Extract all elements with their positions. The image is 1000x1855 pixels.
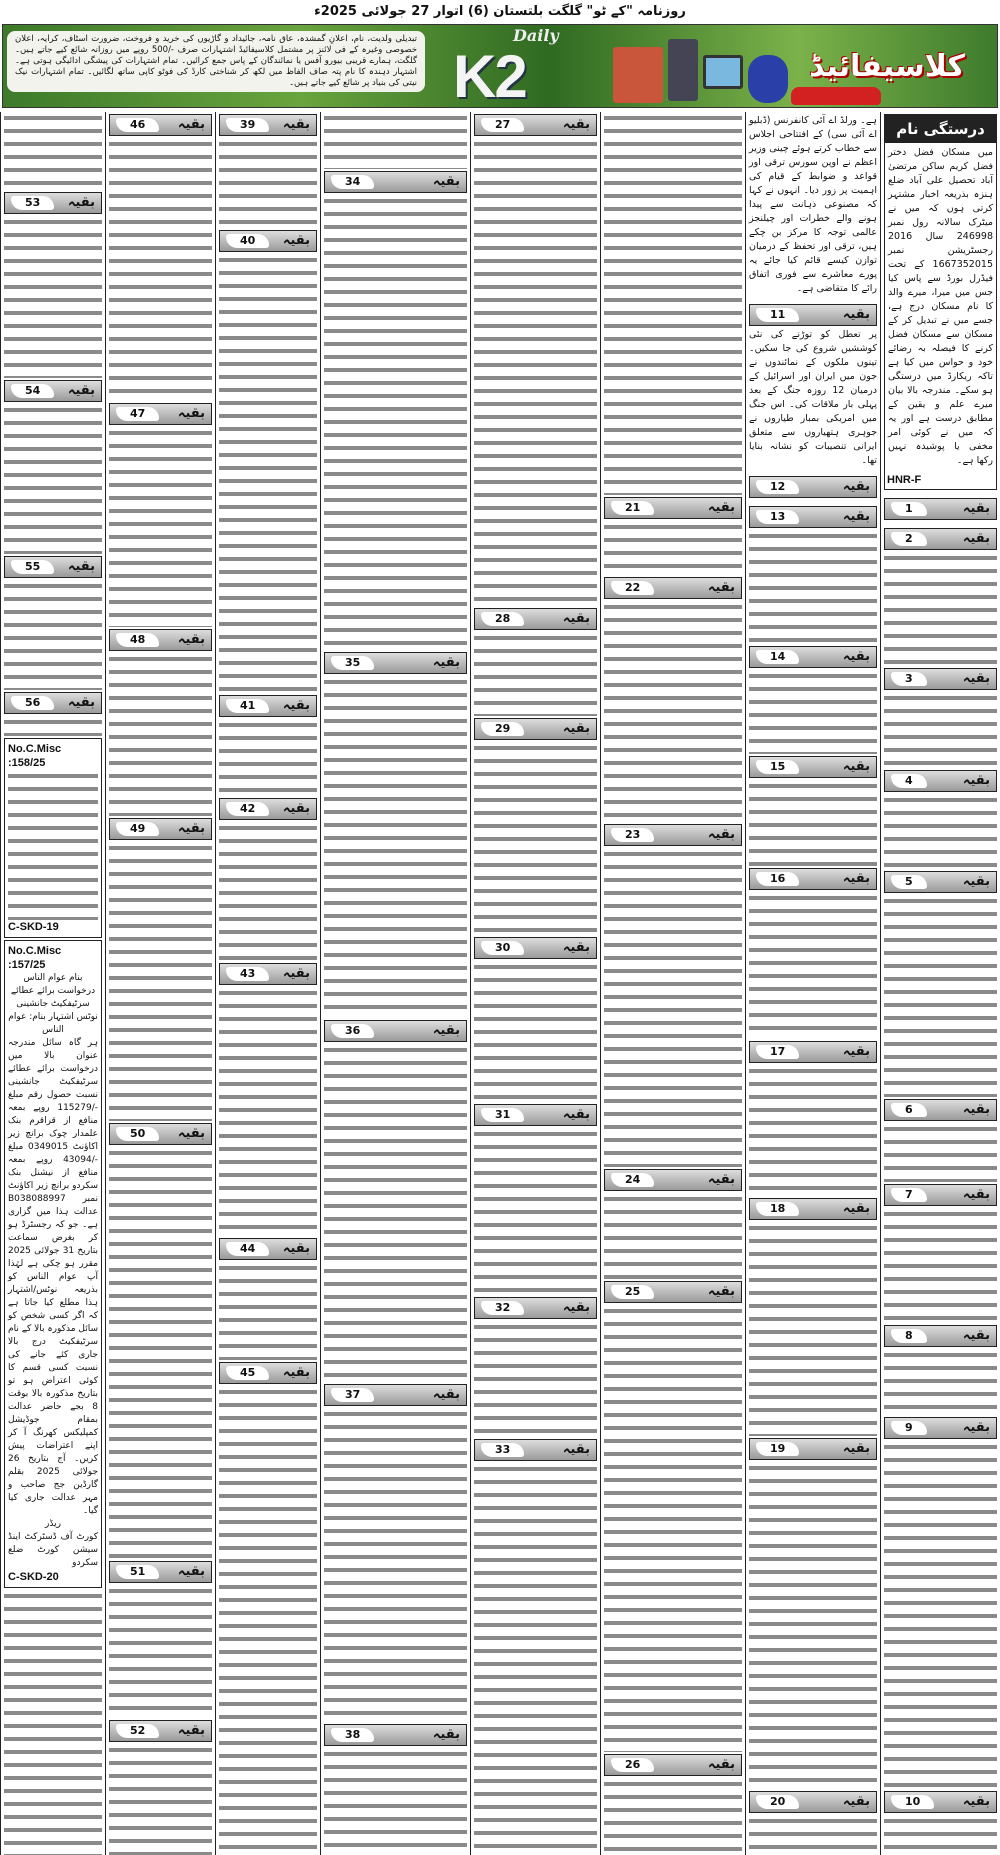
article-text <box>749 470 877 474</box>
continued-header <box>604 1754 742 1776</box>
k2-logo <box>433 26 603 110</box>
notice-code: HNR-F <box>887 474 922 486</box>
article-paragraph: ہے۔ ورلڈ اے آئی کانفرنس (ڈبلیو اے آئی سی) کے افتتاحی اجلاس سے خطاب کرتے ہوئے چینی وزیر اعظم نے اوپن سورس ترقی اور قواعد و ضوابط کے قیام کی اہمیت پر زور دیا۔ انہوں نے کہا کہ مصنوعی ذہانت سے پیدا ہونے والے خطرات اور چیلنجز عالمی توجہ کا مرکز بن چکے ہیں، ترقی اور تحفظ کے درمیان توازن کیسے قائم کیا جائے یہ پورے معاشرے سے فوری اتفاق رائے کا متقاضی ہے۔ <box>749 115 877 294</box>
article-text <box>109 1744 212 1855</box>
continued-header <box>604 577 742 599</box>
notice-code: C-SKD-19 <box>8 921 59 933</box>
continued-number: 6 <box>891 1103 927 1117</box>
continued-label: بقیہ <box>962 874 990 889</box>
notice-code: C-SKD-20 <box>8 1571 59 1583</box>
continued-label: بقیہ <box>962 1420 990 1435</box>
continued-label: بقیہ <box>177 406 205 421</box>
continued-number: 17 <box>756 1045 799 1059</box>
continued-number: 32 <box>481 1301 524 1315</box>
continued-label: بقیہ <box>282 966 310 981</box>
continued-number: 2 <box>891 532 927 546</box>
article-text <box>474 632 597 716</box>
continued-number: 45 <box>226 1366 269 1380</box>
article-text <box>604 1305 742 1752</box>
continued-header <box>884 1325 997 1347</box>
continued-number: 5 <box>891 875 927 889</box>
legal-notice <box>4 738 102 938</box>
continued-number: 8 <box>891 1329 927 1343</box>
continued-label: بقیہ <box>562 1300 590 1315</box>
column-2 <box>745 112 880 1855</box>
continued-header <box>604 824 742 846</box>
continued-number: 55 <box>11 560 54 574</box>
continued-header <box>749 1438 877 1460</box>
continued-number: 9 <box>891 1421 927 1435</box>
continued-label: بقیہ <box>562 721 590 736</box>
article-text <box>884 692 997 768</box>
article-text <box>884 492 997 496</box>
article-text <box>474 1128 597 1295</box>
continued-header <box>109 1561 212 1583</box>
continued-number: 53 <box>11 196 54 210</box>
continued-label: بقیہ <box>282 1241 310 1256</box>
house-icon <box>613 47 663 103</box>
banner-notice: تبدیلی ولدیت، نام، اعلانِ گمشدہ، عاق نامہ، جائیداد و گاڑیوں کی خرید و فروخت، ضرورت اسٹاف، کرایہ، اعلان خصوصی وغیرہ کے فی لائنز پر مشتمل کلاسیفائیڈ اشتہارات صرف -/500 روپے میں روزانہ شائع کیے جاتے ہیں۔ گلگت، ہمارے قریبی بیورو آفس یا نمائندگان کے پاس جمع کرائیں۔ تمام اشتہارات کی پیشگی ادائیگی ہوتی ہے۔ اشتہار دہندہ کا نام پتہ صاف الفاظ میں لکھ کر شناختی کارڈ کی فوٹو کاپی ساتھ لگائیں۔ تمام اشتہارات نیک نیتی کی بنیاد پر شائع کیے جاتے ہیں۔ <box>7 31 425 92</box>
article-text <box>219 719 317 796</box>
continued-header <box>109 818 212 840</box>
continued-label: بقیہ <box>962 1102 990 1117</box>
continued-header <box>884 1099 997 1121</box>
notice-court: کورٹ آف ڈسٹرکٹ اینڈ سیشن کورٹ ضلع سکردو <box>8 1532 98 1568</box>
continued-number: 26 <box>611 1758 654 1772</box>
continued-header <box>219 114 317 136</box>
continued-label: بقیہ <box>177 632 205 647</box>
article-text <box>474 1463 597 1855</box>
classified-title: کلاسیفائیڈ <box>809 49 965 84</box>
continued-label: بقیہ <box>842 1441 870 1456</box>
continued-header <box>884 871 997 893</box>
continued-number: 31 <box>481 1108 524 1122</box>
logo-name: K2 <box>453 43 526 110</box>
continued-label: بقیہ <box>962 1794 990 1809</box>
continued-number: 12 <box>756 480 799 494</box>
continued-number: 54 <box>11 384 54 398</box>
continued-header <box>884 1184 997 1206</box>
continued-number: 1 <box>891 502 927 516</box>
continued-header <box>884 668 997 690</box>
continued-header <box>749 1791 877 1813</box>
continued-number: 30 <box>481 941 524 955</box>
continued-label: بقیہ <box>562 1107 590 1122</box>
notice-body: ہر گاہ سائل مندرجہ عنوان بالا میں درخواست برائے عطائے سرٹیفکیٹ جانشینی نسبت حصول رقم مبلغ -/115279 روپے بمعہ منافع از قراقرم بنک علمدار چوک برانچ زیر اکاؤنٹ 0349015 مبلغ -/43094 روپے بمعہ منافع از نیشنل بنک سکردو برانچ زیر اکاؤنٹ نمبر B038088997 عدالت ہذا میں گزاری ہے۔ جو کہ رجسٹرڈ ہو کر بغرض سماعت بتاریخ 31 جولائی 2025 مقرر ہو چکی ہے لہٰذا آپ عوام الناس کو بذریعہ نوٹس/اشتہار ہذا مطلع کیا جاتا ہے کہ اگر کسی شخص کو سائل مذکورہ بالا کے نام سرٹیفکیٹ درج بالا جاری کئے جانے کی نسبت کسی قسم کا کوئی اعتراض ہو تو بتاریخ مذکورہ بالا بوقت 8 بجے حاضر عدالت بمقام جوڈیشل کمپلیکس کھرنگ آ کر اپنے اعتراضات پیش کریں۔ آج بتاریخ 26 جولائی 2025 بقلم گارڈین جج صاحب و مہر عدالت جاری کیا گیا۔ <box>8 1038 99 1516</box>
continued-label: بقیہ <box>962 1328 990 1343</box>
continued-number: 36 <box>331 1024 374 1038</box>
article-text <box>749 1462 877 1789</box>
continued-header <box>749 476 877 498</box>
continued-label: بقیہ <box>707 827 735 842</box>
continued-number: 37 <box>331 1388 374 1402</box>
continued-header <box>324 171 467 193</box>
car-icon <box>791 87 881 105</box>
article-text <box>4 404 102 554</box>
continued-number: 29 <box>481 722 524 736</box>
continued-header <box>604 1169 742 1191</box>
continued-label: بقیہ <box>842 1794 870 1809</box>
continued-label: بقیہ <box>282 233 310 248</box>
continued-label: بقیہ <box>282 698 310 713</box>
article-text <box>749 530 877 644</box>
continued-label: بقیہ <box>177 117 205 132</box>
notice-signer: ریڈر <box>45 1519 61 1529</box>
continued-header <box>474 1297 597 1319</box>
continued-label: بقیہ <box>177 821 205 836</box>
continued-label: بقیہ <box>962 773 990 788</box>
article-text <box>884 794 997 869</box>
column-3 <box>600 112 745 1855</box>
article-text <box>324 1748 467 1855</box>
article-text <box>749 1815 877 1855</box>
article-text <box>219 138 317 228</box>
continued-number: 44 <box>226 1242 269 1256</box>
continued-number: 46 <box>116 118 159 132</box>
article-text <box>324 112 467 169</box>
column-1 <box>880 112 1000 1855</box>
continued-header <box>219 1238 317 1260</box>
column-8 <box>0 112 105 1855</box>
continued-label: بقیہ <box>842 759 870 774</box>
article-text <box>749 780 877 866</box>
continued-number: 28 <box>481 612 524 626</box>
continued-number: 4 <box>891 774 927 788</box>
continued-label: بقیہ <box>842 871 870 886</box>
continued-header <box>4 380 102 402</box>
continued-number: 19 <box>756 1442 799 1456</box>
continued-number: 23 <box>611 828 654 842</box>
article-text <box>4 716 102 736</box>
article-text <box>604 601 742 822</box>
continued-label: بقیہ <box>282 1365 310 1380</box>
article-text <box>749 298 877 302</box>
continued-header <box>749 868 877 890</box>
continued-label: بقیہ <box>432 655 460 670</box>
continued-label: بقیہ <box>842 307 870 322</box>
article-text <box>324 1044 467 1382</box>
legal-notice <box>4 940 102 1588</box>
continued-header <box>474 1104 597 1126</box>
continued-number: 18 <box>756 1202 799 1216</box>
column-5 <box>320 112 470 1855</box>
article-text <box>324 195 467 650</box>
article-text <box>749 1222 877 1436</box>
article-text <box>884 1123 997 1182</box>
continued-header <box>4 556 102 578</box>
article-text <box>109 1585 212 1718</box>
continued-label: بقیہ <box>562 940 590 955</box>
article-text <box>4 1590 102 1855</box>
article-text <box>219 1262 317 1360</box>
notice-heading: بنام عوام الناس <box>23 973 83 983</box>
continued-header <box>324 1724 467 1746</box>
notice-text-lines <box>8 770 98 920</box>
continued-label: بقیہ <box>962 501 990 516</box>
continued-header <box>4 692 102 714</box>
continued-label: بقیہ <box>67 383 95 398</box>
continued-number: 51 <box>116 1565 159 1579</box>
article-text <box>109 427 212 627</box>
article-text <box>219 987 317 1236</box>
continued-label: بقیہ <box>842 1044 870 1059</box>
monitor-icon <box>703 55 743 89</box>
column-6 <box>215 112 320 1855</box>
article-text <box>749 1065 877 1196</box>
continued-label: بقیہ <box>432 1023 460 1038</box>
continued-label: بقیہ <box>842 509 870 524</box>
continued-header <box>109 403 212 425</box>
continued-header <box>884 770 997 792</box>
continued-label: بقیہ <box>707 500 735 515</box>
continued-header <box>749 304 877 326</box>
continued-label: بقیہ <box>962 671 990 686</box>
continued-number: 48 <box>116 633 159 647</box>
article-text <box>474 742 597 935</box>
continued-number: 47 <box>116 407 159 421</box>
continued-label: بقیہ <box>707 1172 735 1187</box>
continued-header <box>884 528 997 550</box>
article-text <box>884 1441 997 1789</box>
continued-label: بقیہ <box>67 695 95 710</box>
continued-header <box>324 1020 467 1042</box>
continued-number: 50 <box>116 1127 159 1141</box>
continued-label: بقیہ <box>67 559 95 574</box>
continued-label: بقیہ <box>962 1187 990 1202</box>
continued-number: 56 <box>11 696 54 710</box>
column-7 <box>105 112 215 1855</box>
notice-title: درستگی نام <box>885 115 996 143</box>
article-text <box>604 1778 742 1855</box>
logo-daily: Daily <box>513 26 559 45</box>
article-text <box>884 522 997 526</box>
continued-header <box>474 114 597 136</box>
article-text <box>219 254 317 693</box>
article-text <box>324 1408 467 1722</box>
article-text <box>474 961 597 1102</box>
continued-label: بقیہ <box>842 479 870 494</box>
continued-number: 40 <box>226 234 269 248</box>
continued-header <box>109 1123 212 1145</box>
continued-number: 25 <box>611 1285 654 1299</box>
continued-number: 34 <box>331 175 374 189</box>
continued-label: بقیہ <box>282 801 310 816</box>
continued-number: 38 <box>331 1728 374 1742</box>
continued-header <box>219 798 317 820</box>
article-text <box>474 138 597 606</box>
notice-body: میں مسکان فضل دختر فضل کریم ساکن مرتضیٰ آباد تحصیل علی آباد ضلع ہنزہ بذریعہ اخبار مشتہر کرتی ہوں کہ میں نے میٹرک سالانہ رول نمبر 246998 سال 2016 رجسٹریشن نمبر 1667352015 کے تحت فیڈرل بورڈ سے پاس کیا جس میں میرا، میرے والد کا نام مسکان درج ہے، جسے میں نے تبدیل کر کے مسکان سے مسکان فضل کرنے کا فیصلہ بہ رضائے خود و حواس میں کیا ہے تاکہ ریکارڈ میں درستگی ہو سکے۔ مندرجہ بالا بیان میرے علم و یقین کے مطابق درست ہے اور یہ کہ میں نے کوئی امر مخفی یا پوشیدہ نہیں رکھا ہے۔ <box>888 147 993 466</box>
motorbike-icon <box>748 55 788 103</box>
article-text <box>109 138 212 401</box>
column-4 <box>470 112 600 1855</box>
computer-icon <box>668 39 698 101</box>
article-paragraph: پر تعطل کو توڑنے کی نئی کوششیں شروع کی جا سکیں۔ تینوں ملکوں کے نمائندوں نے جون میں ایران اور اسرائیل کے درمیان 12 روزہ جنگ کے بعد پہلی بار ملاقات کی۔ اس جنگ میں امریکی بمبار طیاروں نے جوہری ہتھیاروں سے متعلق ایرانی تنصیبات کو نشانہ بنایا تھا۔ <box>749 329 878 466</box>
article-text <box>884 895 997 1097</box>
article-text <box>219 1386 317 1855</box>
article-text <box>219 822 317 961</box>
case-number: No.C.Misc :158/25 <box>8 743 62 769</box>
case-number: No.C.Misc :157/25 <box>8 945 62 971</box>
continued-header <box>219 1362 317 1384</box>
continued-header <box>604 497 742 519</box>
continued-number: 11 <box>756 308 799 322</box>
continued-label: بقیہ <box>562 117 590 132</box>
article-text <box>884 552 997 666</box>
continued-label: بقیہ <box>707 580 735 595</box>
continued-header <box>884 1791 997 1813</box>
article-text <box>604 112 742 495</box>
notice-heading: نوٹس اشتہار بنام: عوام الناس <box>8 1012 98 1035</box>
continued-number: 7 <box>891 1188 927 1202</box>
article-text <box>4 112 102 190</box>
continued-number: 49 <box>116 822 159 836</box>
classified-banner <box>2 24 998 108</box>
article-text <box>604 521 742 575</box>
name-correction-notice <box>884 114 997 490</box>
continued-label: بقیہ <box>67 195 95 210</box>
continued-number: 10 <box>891 1795 934 1809</box>
continued-header <box>474 937 597 959</box>
continued-header <box>604 1281 742 1303</box>
continued-header <box>109 629 212 651</box>
continued-label: بقیہ <box>177 1564 205 1579</box>
continued-number: 33 <box>481 1443 524 1457</box>
article-text <box>884 1349 997 1415</box>
continued-header <box>749 756 877 778</box>
continued-label: بقیہ <box>707 1757 735 1772</box>
continued-header <box>474 1439 597 1461</box>
continued-number: 43 <box>226 967 269 981</box>
article-text <box>109 653 212 816</box>
dateline: روزنامہ "کے ٹو" گلگت بلتستان (6) اتوار 27 جولائی 2025ء <box>314 4 686 19</box>
continued-label: بقیہ <box>842 649 870 664</box>
article-text <box>884 1208 997 1323</box>
continued-header <box>219 963 317 985</box>
continued-header <box>749 506 877 528</box>
continued-label: بقیہ <box>177 1723 205 1738</box>
continued-header <box>749 1198 877 1220</box>
continued-label: بقیہ <box>432 174 460 189</box>
continued-label: بقیہ <box>282 117 310 132</box>
continued-header <box>474 718 597 740</box>
continued-number: 24 <box>611 1173 654 1187</box>
article-text <box>884 1815 997 1855</box>
continued-number: 3 <box>891 672 927 686</box>
continued-label: بقیہ <box>432 1727 460 1742</box>
article-text <box>749 670 877 754</box>
continued-number: 15 <box>756 760 799 774</box>
continued-number: 22 <box>611 581 654 595</box>
article-text <box>749 892 877 1039</box>
continued-header <box>4 192 102 214</box>
continued-header <box>109 114 212 136</box>
continued-header <box>884 1417 997 1439</box>
continued-header <box>324 652 467 674</box>
continued-label: بقیہ <box>432 1387 460 1402</box>
article-text <box>109 842 212 1121</box>
continued-header <box>109 1720 212 1742</box>
continued-label: بقیہ <box>707 1284 735 1299</box>
article-text <box>4 580 102 690</box>
continued-number: 16 <box>756 872 799 886</box>
article-text <box>604 1193 742 1279</box>
continued-number: 42 <box>226 802 269 816</box>
continued-label: بقیہ <box>962 531 990 546</box>
continued-number: 39 <box>226 118 269 132</box>
continued-header <box>749 1041 877 1063</box>
continued-header <box>884 498 997 520</box>
article-text <box>324 676 467 1018</box>
continued-header <box>219 230 317 252</box>
article-text <box>109 1147 212 1559</box>
continued-header <box>749 646 877 668</box>
continued-label: بقیہ <box>177 1126 205 1141</box>
continued-header <box>474 608 597 630</box>
continued-number: 52 <box>116 1724 159 1738</box>
continued-number: 14 <box>756 650 799 664</box>
article-text <box>604 848 742 1167</box>
continued-header <box>324 1384 467 1406</box>
continued-number: 21 <box>611 501 654 515</box>
continued-number: 20 <box>756 1795 799 1809</box>
continued-label: بقیہ <box>842 1201 870 1216</box>
article-text <box>4 216 102 378</box>
continued-header <box>219 695 317 717</box>
continued-number: 27 <box>481 118 524 132</box>
continued-number: 35 <box>331 656 374 670</box>
article-text <box>474 1321 597 1437</box>
article-text <box>749 500 877 504</box>
continued-number: 13 <box>756 510 799 524</box>
continued-number: 41 <box>226 699 269 713</box>
notice-heading: درخواست برائے عطائے سرٹیفکیٹ جانشینی <box>10 986 96 1009</box>
continued-label: بقیہ <box>562 1442 590 1457</box>
continued-label: بقیہ <box>562 611 590 626</box>
